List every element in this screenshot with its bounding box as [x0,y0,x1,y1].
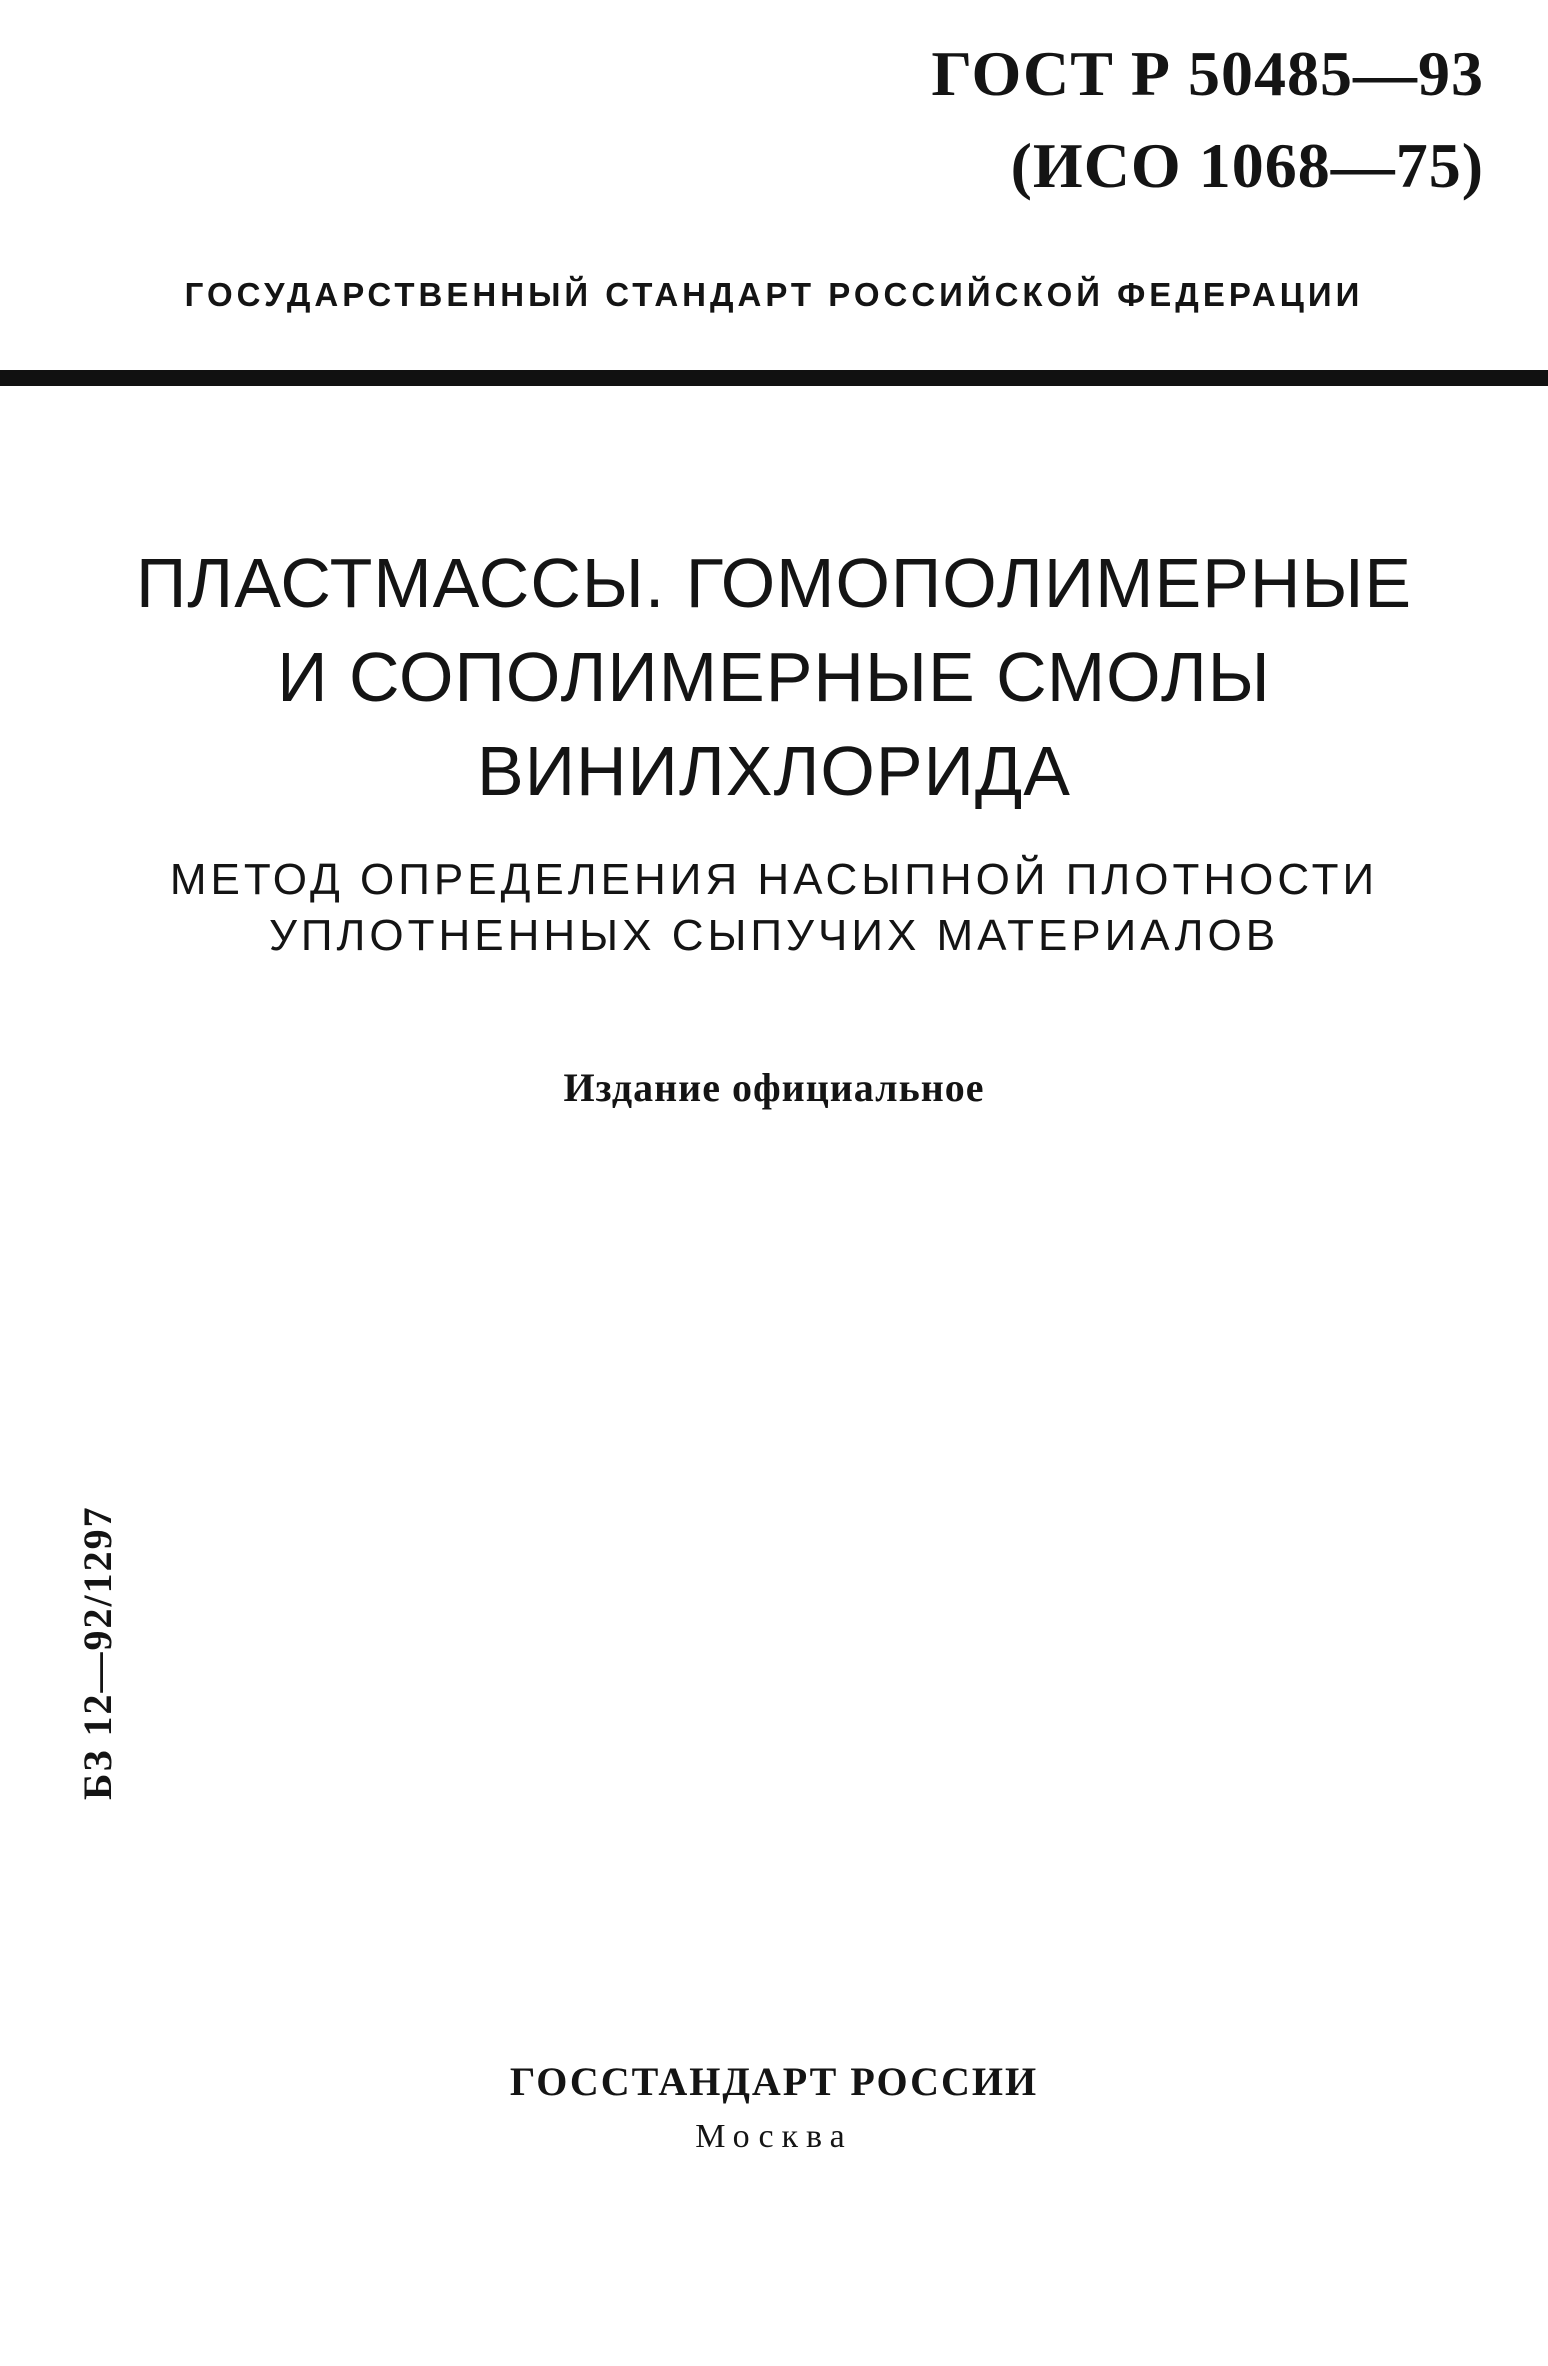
title-line-2: И СОПОЛИМЕРНЫЕ СМОЛЫ [277,638,1271,716]
document-title [0,536,1548,818]
title-line-1: ПЛАСТМАССЫ. ГОМОПОЛИМЕРНЫЕ [135,544,1413,622]
edition-note: Издание официальное [563,1065,985,1110]
document-subtitle [0,852,1548,964]
publication-city: Москва [695,2118,853,2155]
side-code: БЗ 12—92/1297 [75,1505,120,1800]
state-standard-heading: ГОСУДАРСТВЕННЫЙ СТАНДАРТ РОССИЙСКОЙ ФЕДЕРАЦИИ [184,276,1364,313]
title-line-3: ВИНИЛХЛОРИДА [477,732,1071,810]
gost-number: ГОСТ Р 50485—93 [931,38,1484,109]
iso-number: (ИСО 1068—75) [1010,130,1484,201]
publisher-name: ГОССТАНДАРТ РОССИИ [509,2059,1039,2104]
subtitle-line-2: УПЛОТНЕННЫХ СЫПУЧИХ МАТЕРИАЛОВ [268,911,1280,960]
subtitle-line-1: МЕТОД ОПРЕДЕЛЕНИЯ НАСЫПНОЙ ПЛОТНОСТИ [169,855,1379,904]
standard-number-block [931,28,1484,212]
header-divider [0,370,1548,386]
